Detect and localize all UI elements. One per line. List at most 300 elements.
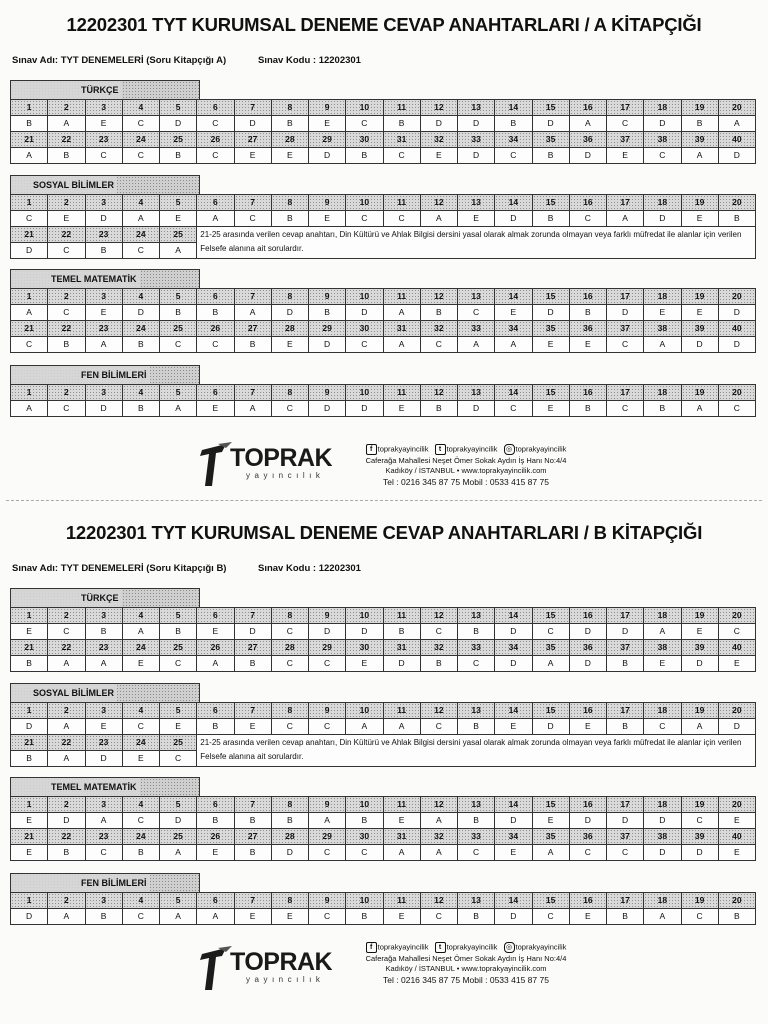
answer-cell: D xyxy=(682,656,719,672)
answer-cell: E xyxy=(48,211,85,227)
question-number: 4 xyxy=(123,702,160,719)
question-number: 18 xyxy=(644,892,681,909)
answer-cell: D xyxy=(533,116,570,132)
twitter-handle[interactable]: toprakyayincilik xyxy=(446,444,498,454)
question-number: 17 xyxy=(607,607,644,624)
question-number: 5 xyxy=(160,384,197,401)
question-number: 14 xyxy=(495,194,532,211)
question-number: 40 xyxy=(719,640,756,656)
city-web-line: Kadıköy / İSTANBUL • www.toprakyayincilik.com xyxy=(385,466,547,475)
answer-cell: D xyxy=(235,624,272,640)
question-number: 14 xyxy=(495,607,532,624)
answer-cell: E xyxy=(495,719,532,735)
section-title: TÜRKÇE xyxy=(11,81,122,99)
question-number: 20 xyxy=(719,607,756,624)
facebook-handle[interactable]: toprakyayincilik xyxy=(377,942,429,952)
question-number: 22 xyxy=(48,735,85,751)
answer-cell: B xyxy=(11,656,48,672)
question-number: 21 xyxy=(11,735,48,751)
answer-cell: C xyxy=(48,401,85,417)
answer-cell: C xyxy=(682,813,719,829)
answer-cell: E xyxy=(197,624,234,640)
answer-cell: C xyxy=(719,624,756,640)
answer-cell: B xyxy=(458,719,495,735)
question-number: 33 xyxy=(458,132,495,148)
question-number: 11 xyxy=(384,796,421,813)
question-number: 13 xyxy=(458,288,495,305)
answer-cell: C xyxy=(86,845,123,861)
question-number: 11 xyxy=(384,607,421,624)
answer-cell: C xyxy=(458,305,495,321)
social-links xyxy=(346,444,586,455)
answer-cell: A xyxy=(48,719,85,735)
question-number: 10 xyxy=(346,892,383,909)
question-number: 1 xyxy=(11,384,48,401)
answer-cell: E xyxy=(272,337,309,353)
question-number: 17 xyxy=(607,194,644,211)
answer-cell: E xyxy=(719,845,756,861)
question-number: 34 xyxy=(495,132,532,148)
question-number: 2 xyxy=(48,796,85,813)
question-number: 1 xyxy=(11,796,48,813)
question-number: 24 xyxy=(123,321,160,337)
answer-cell: E xyxy=(533,401,570,417)
answer-cell: E xyxy=(533,813,570,829)
question-number: 23 xyxy=(86,132,123,148)
answer-cell: B xyxy=(197,813,234,829)
question-number: 22 xyxy=(48,227,85,243)
logo-subtitle: yayıncılık xyxy=(246,975,325,984)
question-number: 13 xyxy=(458,796,495,813)
question-number: 1 xyxy=(11,288,48,305)
question-number: 20 xyxy=(719,796,756,813)
answer-cell: C xyxy=(682,909,719,925)
question-number: 2 xyxy=(48,99,85,116)
answer-cell: C xyxy=(346,211,383,227)
question-number: 12 xyxy=(421,702,458,719)
answer-cell: B xyxy=(11,116,48,132)
question-number: 35 xyxy=(533,829,570,845)
answer-grid xyxy=(10,607,756,672)
question-number: 20 xyxy=(719,99,756,116)
answer-grid xyxy=(10,194,756,259)
question-number: 17 xyxy=(607,892,644,909)
section-0 xyxy=(10,80,756,164)
answer-cell: C xyxy=(48,624,85,640)
booklet-title: 12202301 TYT KURUMSAL DENEME CEVAP ANAHTARLARI / A KİTAPÇIĞI xyxy=(66,14,702,35)
facebook-icon: f xyxy=(366,942,377,953)
question-number: 23 xyxy=(86,735,123,751)
question-number: 6 xyxy=(197,384,234,401)
question-number: 28 xyxy=(272,321,309,337)
question-number: 2 xyxy=(48,194,85,211)
question-number: 30 xyxy=(346,132,383,148)
section-3 xyxy=(10,365,756,417)
question-number: 20 xyxy=(719,892,756,909)
answer-cell: E xyxy=(421,148,458,164)
answer-cell: E xyxy=(570,909,607,925)
question-number: 29 xyxy=(309,640,346,656)
question-number: 16 xyxy=(570,288,607,305)
question-number: 5 xyxy=(160,892,197,909)
address-line: Caferağa Mahallesi Neşet Ömer Sokak Aydın İş Hanı No:4/4 xyxy=(365,954,567,963)
section-header xyxy=(10,683,200,702)
question-number: 4 xyxy=(123,796,160,813)
question-number: 11 xyxy=(384,892,421,909)
answer-cell: D xyxy=(607,305,644,321)
answer-cell: E xyxy=(495,845,532,861)
answer-cell: D xyxy=(48,813,85,829)
question-number: 15 xyxy=(533,892,570,909)
answer-cell: A xyxy=(160,909,197,925)
question-number: 18 xyxy=(644,796,681,813)
exam-name: Sınav Adı: TYT DENEMELERİ (Soru Kitapçığı B) xyxy=(12,563,227,574)
answer-cell: D xyxy=(607,624,644,640)
question-number: 37 xyxy=(607,132,644,148)
answer-cell: E xyxy=(719,813,756,829)
question-number: 22 xyxy=(48,321,85,337)
question-number: 6 xyxy=(197,702,234,719)
question-number: 8 xyxy=(272,796,309,813)
answer-cell: A xyxy=(346,719,383,735)
answer-cell: C xyxy=(272,656,309,672)
answer-cell: D xyxy=(607,813,644,829)
question-number: 29 xyxy=(309,132,346,148)
answer-cell: C xyxy=(272,401,309,417)
question-number: 4 xyxy=(123,384,160,401)
answer-cell: D xyxy=(719,337,756,353)
answer-cell: A xyxy=(384,337,421,353)
question-number: 16 xyxy=(570,702,607,719)
question-number: 14 xyxy=(495,796,532,813)
question-number: 11 xyxy=(384,384,421,401)
answer-cell: E xyxy=(86,719,123,735)
answer-cell: D xyxy=(272,305,309,321)
question-number: 13 xyxy=(458,384,495,401)
question-number: 24 xyxy=(123,227,160,243)
question-number: 27 xyxy=(235,321,272,337)
question-number: 25 xyxy=(160,735,197,751)
answer-cell: D xyxy=(86,211,123,227)
answer-cell: B xyxy=(48,845,85,861)
answer-cell: D xyxy=(719,148,756,164)
question-number: 5 xyxy=(160,796,197,813)
twitter-handle[interactable]: toprakyayincilik xyxy=(446,942,498,952)
answer-grid xyxy=(10,384,756,417)
question-number: 1 xyxy=(11,702,48,719)
answer-cell: A xyxy=(458,337,495,353)
question-number: 11 xyxy=(384,194,421,211)
answer-cell: E xyxy=(384,813,421,829)
answer-cell: C xyxy=(123,243,160,259)
answer-cell: C xyxy=(458,656,495,672)
question-number: 7 xyxy=(235,99,272,116)
section-2 xyxy=(10,269,756,353)
answer-cell: A xyxy=(160,401,197,417)
answer-cell: E xyxy=(682,624,719,640)
answer-grid xyxy=(10,288,756,353)
question-number: 17 xyxy=(607,384,644,401)
answer-cell: E xyxy=(309,211,346,227)
answer-cell: B xyxy=(533,211,570,227)
answer-cell: A xyxy=(570,116,607,132)
question-number: 7 xyxy=(235,607,272,624)
answer-cell: E xyxy=(272,909,309,925)
question-number: 9 xyxy=(309,796,346,813)
answer-cell: B xyxy=(458,909,495,925)
question-number: 18 xyxy=(644,194,681,211)
question-number: 33 xyxy=(458,640,495,656)
answer-cell: D xyxy=(160,813,197,829)
answer-cell: D xyxy=(123,305,160,321)
answer-cell: B xyxy=(235,656,272,672)
answer-cell: A xyxy=(11,305,48,321)
question-number: 10 xyxy=(346,194,383,211)
answer-cell: D xyxy=(682,337,719,353)
question-number: 28 xyxy=(272,829,309,845)
answer-cell: D xyxy=(644,116,681,132)
toprak-logo xyxy=(196,440,346,490)
answer-cell: A xyxy=(48,909,85,925)
section-title: TÜRKÇE xyxy=(11,589,122,607)
answer-cell: B xyxy=(421,305,458,321)
answer-cell: D xyxy=(533,719,570,735)
section-1 xyxy=(10,175,756,259)
question-number: 2 xyxy=(48,607,85,624)
answer-cell: B xyxy=(719,909,756,925)
answer-cell: C xyxy=(309,845,346,861)
phone-line: Tel : 0216 345 87 75 Mobil : 0533 415 87 75 xyxy=(383,975,549,985)
twitter-icon: t xyxy=(435,942,446,953)
answer-cell: E xyxy=(86,116,123,132)
answer-cell: D xyxy=(272,845,309,861)
question-number: 17 xyxy=(607,99,644,116)
answer-cell: B xyxy=(160,624,197,640)
answer-cell: B xyxy=(86,909,123,925)
question-number: 14 xyxy=(495,99,532,116)
question-number: 11 xyxy=(384,288,421,305)
answer-cell: A xyxy=(682,719,719,735)
answer-cell: C xyxy=(495,148,532,164)
question-number: 18 xyxy=(644,288,681,305)
question-number: 10 xyxy=(346,288,383,305)
question-number: 9 xyxy=(309,194,346,211)
question-number: 22 xyxy=(48,640,85,656)
question-number: 8 xyxy=(272,607,309,624)
question-number: 3 xyxy=(86,288,123,305)
question-number: 23 xyxy=(86,227,123,243)
answer-cell: A xyxy=(533,656,570,672)
question-number: 3 xyxy=(86,194,123,211)
question-number: 10 xyxy=(346,702,383,719)
section-header xyxy=(10,777,200,796)
answer-cell: D xyxy=(309,401,346,417)
question-number: 10 xyxy=(346,99,383,116)
answer-cell: B xyxy=(86,624,123,640)
answer-cell: E xyxy=(458,211,495,227)
answer-cell: B xyxy=(272,813,309,829)
answer-cell: D xyxy=(682,845,719,861)
answer-cell: B xyxy=(570,305,607,321)
answer-cell: C xyxy=(384,148,421,164)
question-number: 15 xyxy=(533,796,570,813)
answer-cell: C xyxy=(495,401,532,417)
question-number: 4 xyxy=(123,288,160,305)
answer-cell: E xyxy=(682,211,719,227)
question-number: 21 xyxy=(11,321,48,337)
answer-cell: A xyxy=(421,211,458,227)
question-number: 25 xyxy=(160,321,197,337)
question-number: 7 xyxy=(235,288,272,305)
address-line: Caferağa Mahallesi Neşet Ömer Sokak Aydın İş Hanı No:4/4 xyxy=(365,456,567,465)
answer-cell: A xyxy=(11,401,48,417)
question-number: 12 xyxy=(421,288,458,305)
question-number: 24 xyxy=(123,735,160,751)
question-number: 17 xyxy=(607,288,644,305)
answer-cell: C xyxy=(607,337,644,353)
answer-cell: E xyxy=(160,719,197,735)
question-number: 6 xyxy=(197,796,234,813)
question-number: 31 xyxy=(384,640,421,656)
logo-word: TOPRAK xyxy=(230,444,333,472)
answer-cell: A xyxy=(682,148,719,164)
answer-cell: D xyxy=(644,845,681,861)
city-web-line: Kadıköy / İSTANBUL • www.toprakyayincilik.com xyxy=(385,964,547,973)
question-number: 8 xyxy=(272,384,309,401)
answer-cell: B xyxy=(123,401,160,417)
question-number: 12 xyxy=(421,796,458,813)
question-number: 37 xyxy=(607,640,644,656)
question-number: 13 xyxy=(458,892,495,909)
answer-cell: E xyxy=(197,845,234,861)
question-number: 1 xyxy=(11,607,48,624)
question-number: 36 xyxy=(570,132,607,148)
answer-cell: E xyxy=(235,909,272,925)
question-number: 26 xyxy=(197,640,234,656)
instagram-handle[interactable]: toprakyayincilik xyxy=(515,444,567,454)
answer-cell: D xyxy=(495,813,532,829)
question-number: 10 xyxy=(346,796,383,813)
answer-cell: B xyxy=(421,656,458,672)
question-number: 4 xyxy=(123,892,160,909)
answer-cell: C xyxy=(644,719,681,735)
question-number: 36 xyxy=(570,321,607,337)
question-number: 8 xyxy=(272,194,309,211)
question-number: 12 xyxy=(421,892,458,909)
question-number: 19 xyxy=(682,702,719,719)
answer-cell: A xyxy=(421,813,458,829)
question-number: 34 xyxy=(495,321,532,337)
question-number: 6 xyxy=(197,99,234,116)
question-number: 28 xyxy=(272,132,309,148)
answer-cell: C xyxy=(384,211,421,227)
answer-cell: C xyxy=(197,148,234,164)
question-number: 11 xyxy=(384,99,421,116)
answer-cell: A xyxy=(160,243,197,259)
answer-cell: C xyxy=(11,337,48,353)
answer-cell: E xyxy=(235,719,272,735)
question-number: 10 xyxy=(346,384,383,401)
question-number: 1 xyxy=(11,99,48,116)
question-number: 18 xyxy=(644,99,681,116)
question-number: 37 xyxy=(607,829,644,845)
question-number: 30 xyxy=(346,829,383,845)
question-number: 12 xyxy=(421,194,458,211)
question-number: 31 xyxy=(384,132,421,148)
question-number: 13 xyxy=(458,194,495,211)
answer-cell: E xyxy=(272,148,309,164)
answer-cell: E xyxy=(197,401,234,417)
question-number: 7 xyxy=(235,384,272,401)
question-number: 32 xyxy=(421,829,458,845)
answer-cell: D xyxy=(421,116,458,132)
question-number: 6 xyxy=(197,194,234,211)
question-number: 8 xyxy=(272,892,309,909)
answer-cell: D xyxy=(309,148,346,164)
answer-cell: A xyxy=(197,909,234,925)
answer-cell: E xyxy=(682,305,719,321)
question-number: 4 xyxy=(123,194,160,211)
answer-cell: C xyxy=(607,845,644,861)
question-number: 23 xyxy=(86,829,123,845)
answer-cell: B xyxy=(421,401,458,417)
question-number: 38 xyxy=(644,321,681,337)
answer-cell: D xyxy=(458,116,495,132)
answer-cell: B xyxy=(123,337,160,353)
answer-cell: D xyxy=(495,656,532,672)
question-number: 19 xyxy=(682,288,719,305)
answer-cell: A xyxy=(421,845,458,861)
facebook-handle[interactable]: toprakyayincilik xyxy=(377,444,429,454)
question-number: 2 xyxy=(48,384,85,401)
answer-cell: A xyxy=(384,305,421,321)
question-number: 21 xyxy=(11,640,48,656)
section-title: SOSYAL BİLİMLER xyxy=(11,176,117,194)
question-number: 15 xyxy=(533,607,570,624)
answer-cell: B xyxy=(235,337,272,353)
question-number: 3 xyxy=(86,892,123,909)
question-number: 39 xyxy=(682,321,719,337)
question-number: 19 xyxy=(682,99,719,116)
answer-cell: D xyxy=(309,337,346,353)
question-number: 23 xyxy=(86,640,123,656)
answer-cell: D xyxy=(644,211,681,227)
question-number: 24 xyxy=(123,829,160,845)
answer-cell: C xyxy=(123,148,160,164)
section-title: FEN BİLİMLERİ xyxy=(11,366,150,384)
question-number: 12 xyxy=(421,607,458,624)
question-number: 12 xyxy=(421,384,458,401)
instagram-handle[interactable]: toprakyayincilik xyxy=(515,942,567,952)
question-number: 22 xyxy=(48,132,85,148)
answer-cell: C xyxy=(235,211,272,227)
answer-cell: C xyxy=(123,909,160,925)
section-note: 21-25 arasında verilen cevap anahtarı, Din Kültürü ve Ahlak Bilgisi dersini yasal olarak almak zorunda olmayan veya farklı müfredat ile alanlar için verilen Felsefe alanına ait sorulardır. xyxy=(197,227,756,259)
answer-cell: D xyxy=(533,305,570,321)
answer-cell: A xyxy=(235,401,272,417)
question-number: 22 xyxy=(48,829,85,845)
answer-cell: B xyxy=(48,148,85,164)
question-number: 30 xyxy=(346,321,383,337)
answer-cell: B xyxy=(346,813,383,829)
answer-cell: C xyxy=(458,845,495,861)
question-number: 9 xyxy=(309,384,346,401)
question-number: 15 xyxy=(533,384,570,401)
question-number: 39 xyxy=(682,829,719,845)
answer-cell: C xyxy=(123,719,160,735)
section-header xyxy=(10,175,200,194)
answer-cell: C xyxy=(86,148,123,164)
